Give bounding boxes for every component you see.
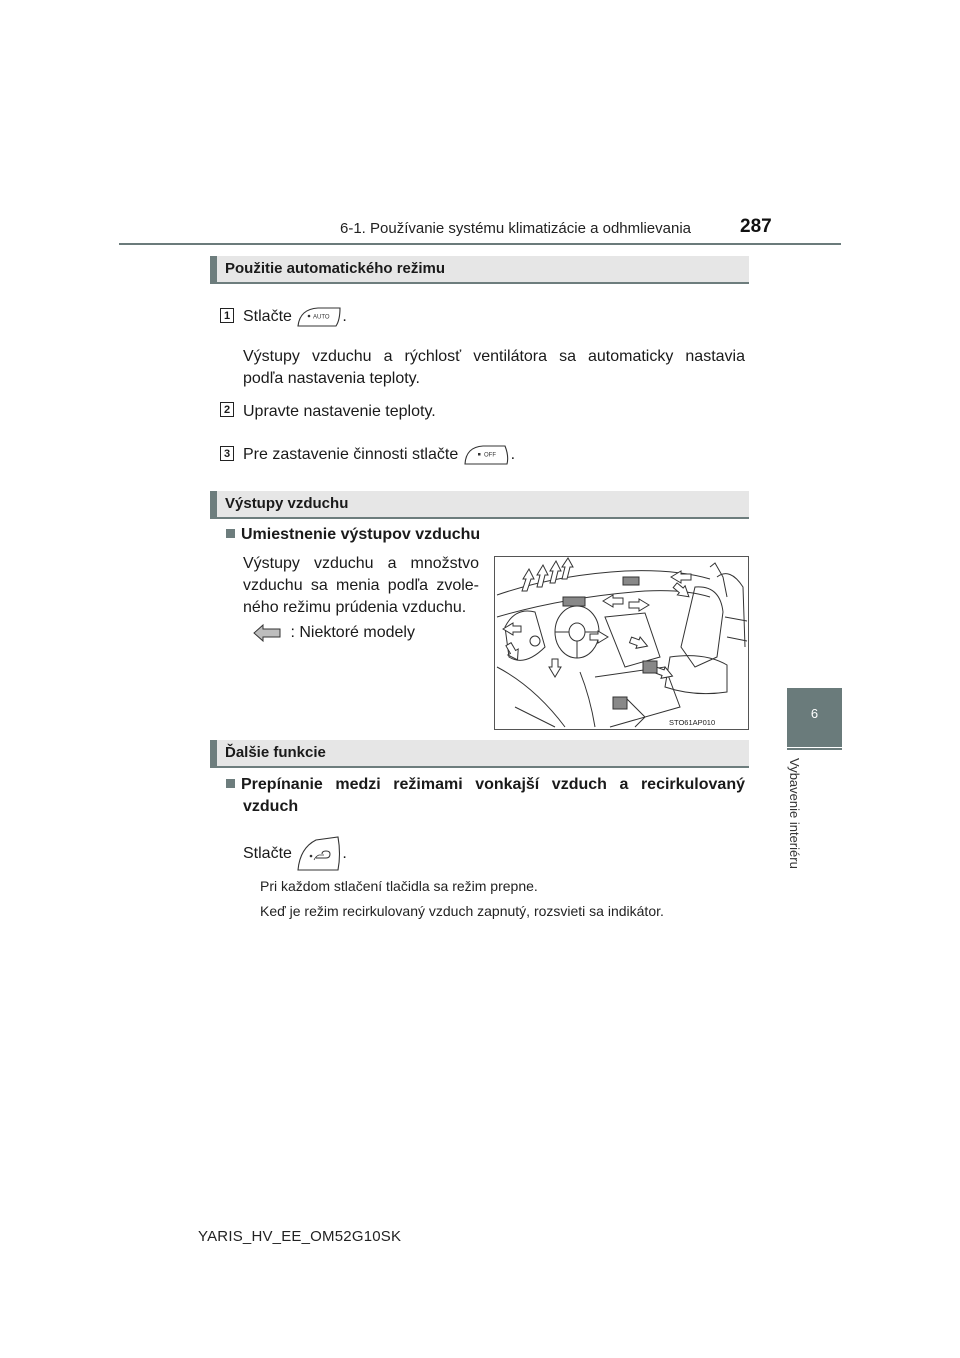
chapter-tab-divider	[787, 748, 842, 750]
document-code: YARIS_HV_EE_OM52G10SK	[198, 1228, 402, 1245]
vents-subheading-text: Umiestnenie výstupov vzduchu	[241, 526, 481, 543]
step-2-text: Upravte nastavenie teploty.	[243, 403, 436, 420]
recirc-note-1: Pri každom stlačení tlačidla sa režim prepne.	[260, 878, 538, 894]
step-1-post: .	[342, 308, 347, 326]
square-bullet-icon	[226, 779, 235, 788]
step-number-3: 3	[220, 446, 234, 461]
vents-legend-text: : Niektoré modely	[290, 624, 415, 641]
step-number-2: 2	[220, 402, 234, 417]
section-heading-auto-text: Použitie automatického režimu	[225, 260, 446, 277]
step-3-line	[243, 444, 515, 466]
chapter-tab-label-wrap	[786, 758, 802, 938]
section-heading-vents-text: Výstupy vzduchu	[225, 495, 349, 512]
step-3-pre: Pre zastavenie činnosti stlačte	[243, 446, 459, 464]
step-1-pre: Stlačte	[243, 308, 292, 326]
recirculation-button-icon	[296, 836, 342, 872]
vents-legend	[252, 622, 415, 644]
chapter-tab-number: 6	[810, 706, 819, 721]
vents-body-line2: vzduchu sa menia podľa zvole-	[243, 577, 479, 594]
section-heading-other-text: Ďalšie funkcie	[225, 744, 326, 761]
vents-illustration	[494, 556, 749, 730]
car-interior-drawing	[495, 557, 748, 729]
chapter-tab	[787, 688, 842, 747]
off-button-label: OFF	[483, 452, 496, 459]
step-3-post: .	[510, 446, 516, 464]
page-number: 287	[740, 216, 772, 237]
step-1-desc-line2: podľa nastavenia teploty.	[243, 370, 420, 387]
recirc-note-2: Keď je režim recirkulovaný vzduch zapnutý, rozsvieti sa indikátor.	[260, 903, 664, 919]
vents-body-line1: Výstupy vzduchu a množstvo	[243, 555, 479, 572]
arrow-legend-icon	[252, 623, 282, 643]
recirc-subheading-line1	[226, 774, 745, 796]
step-1-line	[243, 306, 347, 328]
step-number-1: 1	[220, 308, 234, 323]
auto-button-label: AUTO	[313, 314, 330, 321]
vents-subheading	[226, 524, 480, 546]
chapter-title: 6-1. Používanie systému klimatizácie a odhmlievania	[340, 220, 691, 237]
recirc-subheading-line2: vzduch	[243, 798, 299, 815]
section-heading-auto	[210, 256, 749, 284]
header-rule	[119, 243, 841, 245]
off-button-icon	[463, 444, 511, 466]
recirc-subheading-line1-text: Prepínanie medzi režimami vonkajší vzduch a recirkulovaný	[241, 776, 745, 793]
auto-button-icon	[296, 306, 342, 328]
recirc-press-post: .	[342, 845, 347, 863]
section-heading-other	[210, 740, 749, 768]
chapter-tab-label: Vybavenie interiéru	[787, 758, 802, 869]
vents-body-line3: ného režimu prúdenia vzduchu.	[243, 599, 467, 616]
step-1-desc-line1: Výstupy vzduchu a rýchlosť ventilátora sa automaticky nastavia	[243, 348, 745, 365]
square-bullet-icon	[226, 529, 235, 538]
figure-code: STO61AP010	[669, 718, 716, 727]
recirc-press-pre: Stlačte	[243, 845, 292, 863]
recirc-press-line	[243, 836, 347, 872]
section-heading-vents	[210, 491, 749, 519]
